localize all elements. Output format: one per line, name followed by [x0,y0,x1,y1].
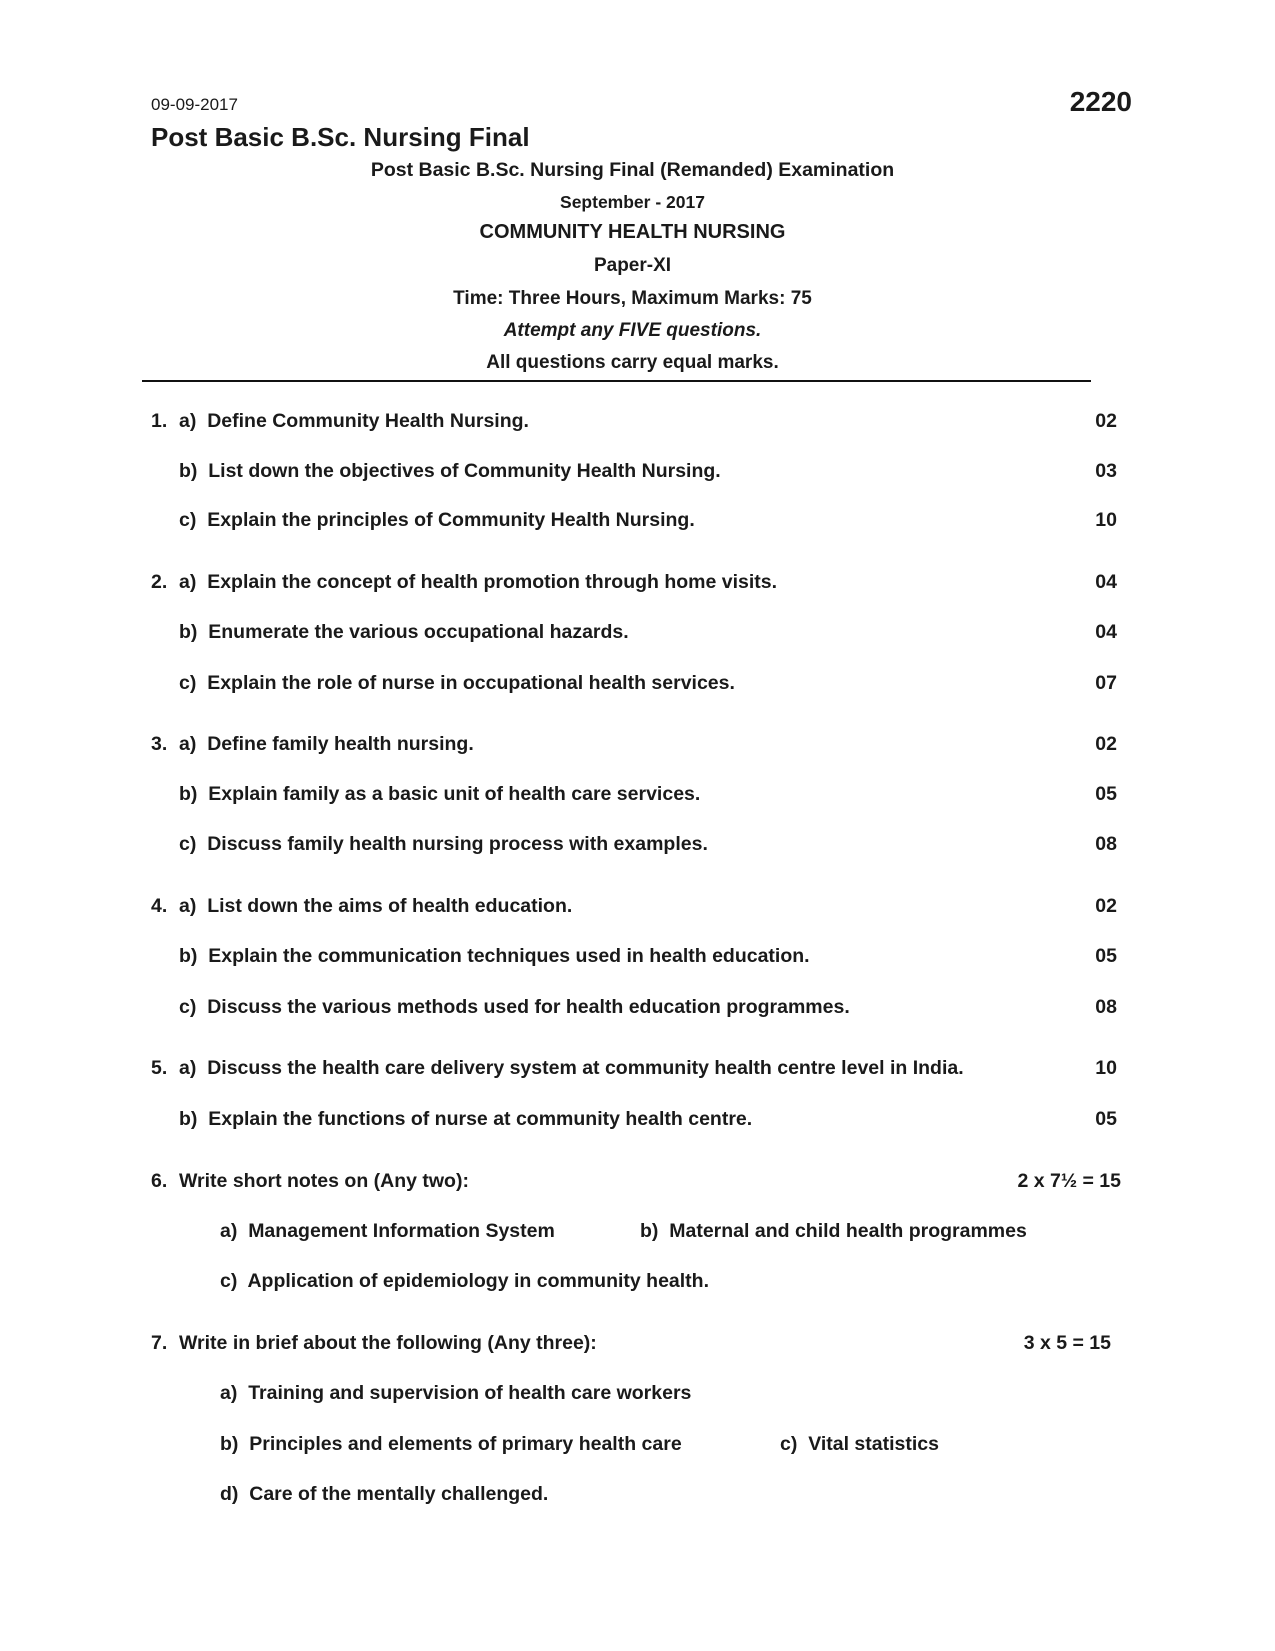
question-part: a) Explain the concept of health promotion through home visits. [179,571,778,593]
question-part: c) Explain the role of nurse in occupational health services. [179,672,735,694]
question-part: b) Explain the functions of nurse at community health centre. [179,1108,753,1130]
paper-code: 2220 [1069,86,1132,117]
question-part: a) Define family health nursing. [179,733,474,755]
time-and-marks: Time: Three Hours, Maximum Marks: 75 [453,288,812,309]
question-part: c) Discuss family health nursing process with examples. [179,833,708,855]
question-part: a) Define Community Health Nursing. [179,410,529,432]
option-item: a) Training and supervision of health care workers [220,1382,692,1404]
question-part: a) List down the aims of health education. [179,895,573,917]
exam-title: Post Basic B.Sc. Nursing Final (Remanded) Examination [370,159,895,181]
part-marks: 05 [1095,945,1117,967]
option-item: d) Care of the mentally challenged. [220,1483,549,1505]
part-marks: 08 [1095,996,1117,1018]
subject-title: COMMUNITY HEALTH NURSING [479,221,786,243]
exam-session: September - 2017 [560,192,705,212]
instruction-attempt: Attempt any FIVE questions. [503,320,762,341]
option-item: c) Vital statistics [780,1433,939,1455]
part-marks: 05 [1095,1108,1117,1130]
question-marks: 3 x 5 = 15 [1023,1332,1111,1354]
part-marks: 02 [1095,895,1117,917]
question-part: b) Explain family as a basic unit of health care services. [179,783,701,805]
question-number: 2. [151,571,168,593]
question-number: 3. [151,733,168,755]
option-item: b) Maternal and child health programmes [640,1220,1027,1242]
question-part: b) Enumerate the various occupational hazards. [179,621,629,643]
question-text: Write short notes on (Any two): [179,1170,469,1192]
part-marks: 03 [1095,460,1117,482]
question-part: a) Discuss the health care delivery system at community health centre level in India. [179,1057,964,1079]
question-number: 7. [151,1332,168,1354]
part-marks: 02 [1095,733,1117,755]
question-part: b) Explain the communication techniques used in health education. [179,945,810,967]
part-marks: 04 [1095,621,1117,643]
part-marks: 08 [1095,833,1117,855]
question-part: c) Discuss the various methods used for health education programmes. [179,996,850,1018]
question-number: 6. [151,1170,168,1192]
header-divider [142,380,1091,382]
question-number: 5. [151,1057,168,1079]
part-marks: 07 [1095,672,1117,694]
question-number: 4. [151,895,168,917]
part-marks: 04 [1095,571,1117,593]
exam-date: 09-09-2017 [151,95,238,114]
part-marks: 10 [1095,1057,1117,1079]
option-item: b) Principles and elements of primary health care [220,1433,682,1455]
question-text: Write in brief about the following (Any three): [179,1332,597,1354]
instruction-equal-marks: All questions carry equal marks. [486,352,779,373]
question-marks: 2 x 7½ = 15 [1017,1170,1121,1192]
part-marks: 05 [1095,783,1117,805]
part-marks: 02 [1095,410,1117,432]
option-item: c) Application of epidemiology in community health. [220,1270,709,1292]
part-marks: 10 [1095,509,1117,531]
question-part: b) List down the objectives of Community Health Nursing. [179,460,721,482]
course-title: Post Basic B.Sc. Nursing Final [151,122,530,152]
question-number: 1. [151,410,168,432]
paper-number: Paper-XI [593,255,672,276]
option-item: a) Management Information System [220,1220,555,1242]
question-part: c) Explain the principles of Community Health Nursing. [179,509,695,531]
